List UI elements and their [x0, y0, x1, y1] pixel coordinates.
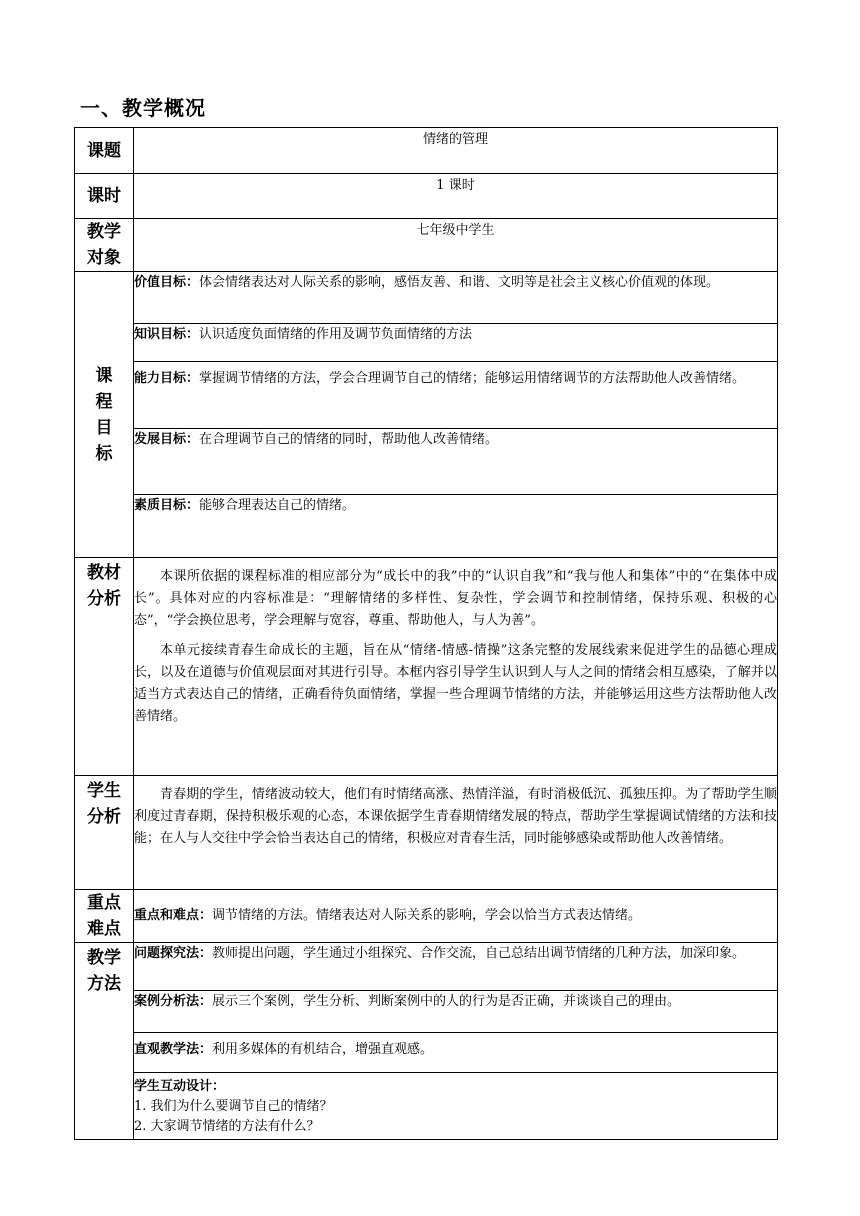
interaction-design: [134, 1073, 778, 1140]
goal-ability: [134, 362, 778, 429]
goal-title: 素质目标：: [134, 498, 200, 513]
goal-text: 掌握调节情绪的方法，学会合理调节自己的情绪；能够运用情绪调节的方法帮助他人改善情绪。: [199, 371, 746, 386]
label-goals: [75, 272, 134, 558]
label-goals-char4: 标: [95, 443, 113, 464]
value-audience: 七年级中学生: [134, 219, 778, 272]
row-method-visual: [75, 1033, 778, 1073]
value-hours: 1 课时: [134, 174, 778, 219]
row-goal-ability: [75, 362, 778, 429]
row-goal-knowledge: [75, 324, 778, 362]
method-visual: [134, 1033, 778, 1073]
row-goal-development: [75, 429, 778, 495]
goal-text: 在合理调节自己的情绪的同时，帮助他人改善情绪。: [199, 432, 499, 447]
goal-value: [134, 272, 778, 324]
label-keypoints: [75, 890, 134, 943]
method-title: 问题探究法：: [134, 946, 213, 961]
textbook-para-1: 本课所依据的课程标准的相应部分为“成长中的我”中的“认识自我”和“我与他人和集体”中的“在集体中成长”。具体对应的内容标准是：“理解情绪的多样性、复杂性，学会调节和控制情绪，保持乐观、积极的心态”，“学会换位思考，学会理解与宽容，尊重、帮助他人，与人为善”。: [134, 569, 777, 628]
goal-development: [134, 429, 778, 495]
label-hours: 课时: [75, 174, 134, 219]
row-topic: [75, 128, 778, 174]
row-method-case: [75, 991, 778, 1033]
label-audience-line1: 教学: [87, 222, 121, 242]
row-interaction: [75, 1073, 778, 1140]
goal-title: 价值目标：: [134, 275, 200, 290]
goal-text: 体会情绪表达对人际关系的影响，感悟友善、和谐、文明等是社会主义核心价值观的体现。: [199, 275, 720, 290]
interaction-title: 学生互动设计：: [134, 1079, 226, 1094]
label-goals-char1: 课: [95, 365, 113, 386]
label-audience-line2: 对象: [87, 248, 121, 268]
row-goal-quality: [75, 495, 778, 558]
method-inquiry: [134, 943, 778, 991]
keypoints-title: 重点和难点：: [134, 908, 213, 923]
label-methods: [75, 943, 134, 1140]
row-audience: [75, 219, 778, 272]
goal-knowledge: [134, 324, 778, 362]
row-hours: [75, 174, 778, 219]
textbook-para-2: 本单元接续青春生命成长的主题，旨在从“情绪-情感-情操”这条完整的发展线索来促进学生的品德心理成长，以及在道德与价值观层面对其进行引导。本框内容引导学生认识到人与人之间的情绪会相互感染，了解并以适当方式表达自己的情绪，正确看待负面情绪，掌握一些合理调节情绪的方法，并能够运用这些方法帮助他人改善情绪。: [134, 643, 777, 724]
students-para: 青春期的学生，情绪波动较大，他们有时情绪高涨、热情洋溢，有时消极低沉、孤独压抑。为了帮助学生顺利度过青春期，保持积极乐观的心态，本课依据学生青春期情绪发展的特点，帮助学生掌握调试情绪的方法和技能；在人与人交往中学会恰当表达自己的情绪，积极应对青春生活，同时能够感染或帮助他人改善情绪。: [134, 787, 777, 846]
goal-title: 能力目标：: [134, 371, 200, 386]
method-title: 直观教学法：: [134, 1042, 213, 1057]
label-textbook-line1: 教材: [87, 563, 121, 583]
label-keypoints-line1: 重点: [87, 893, 121, 913]
value-topic: 情绪的管理: [134, 128, 778, 174]
row-goal-value: [75, 272, 778, 324]
method-text: 教师提出问题，学生通过小组探究、合作交流，自己总结出调节情绪的几种方法，加深印象。: [212, 946, 746, 961]
goal-quality: [134, 495, 778, 558]
goal-text: 能够合理表达自己的情绪。: [199, 498, 356, 513]
label-students: [75, 776, 134, 890]
label-textbook: [75, 558, 134, 776]
goal-text: 认识适度负面情绪的作用及调节负面情绪的方法: [199, 327, 473, 342]
label-topic: 课题: [75, 128, 134, 174]
label-students-line2: 分析: [87, 807, 121, 827]
label-audience: [75, 219, 134, 272]
keypoints-text: 调节情绪的方法。情绪表达对人际关系的影响，学会以恰当方式表达情绪。: [212, 908, 642, 923]
row-keypoints: [75, 890, 778, 943]
label-goals-char2: 程: [95, 391, 113, 412]
row-students: [75, 776, 778, 890]
goal-title: 发展目标：: [134, 432, 200, 447]
interaction-question-1: 1. 我们为什么要调节自己的情绪？: [134, 1099, 333, 1114]
label-methods-line1: 教学: [87, 948, 121, 968]
row-method-inquiry: [75, 943, 778, 991]
students-analysis: [134, 776, 778, 890]
section-heading: 一、教学概况: [80, 96, 206, 120]
textbook-analysis: [134, 558, 778, 776]
interaction-question-2: 2. 大家调节情绪的方法有什么？: [134, 1119, 320, 1134]
label-methods-line2: 方法: [87, 974, 121, 994]
method-text: 利用多媒体的有机结合，增强直观感。: [212, 1042, 434, 1057]
label-textbook-line2: 分析: [87, 589, 121, 609]
goal-title: 知识目标：: [134, 327, 200, 342]
method-case: [134, 991, 778, 1033]
method-title: 案例分析法：: [134, 994, 213, 1009]
label-keypoints-line2: 难点: [87, 919, 121, 939]
label-students-line1: 学生: [87, 781, 121, 801]
keypoints-content: [134, 890, 778, 943]
method-text: 展示三个案例，学生分析、判断案例中的人的行为是否正确，并谈谈自己的理由。: [212, 994, 681, 1009]
row-textbook: [75, 558, 778, 776]
lesson-overview-table: [74, 127, 778, 1140]
label-goals-char3: 目: [95, 417, 113, 438]
